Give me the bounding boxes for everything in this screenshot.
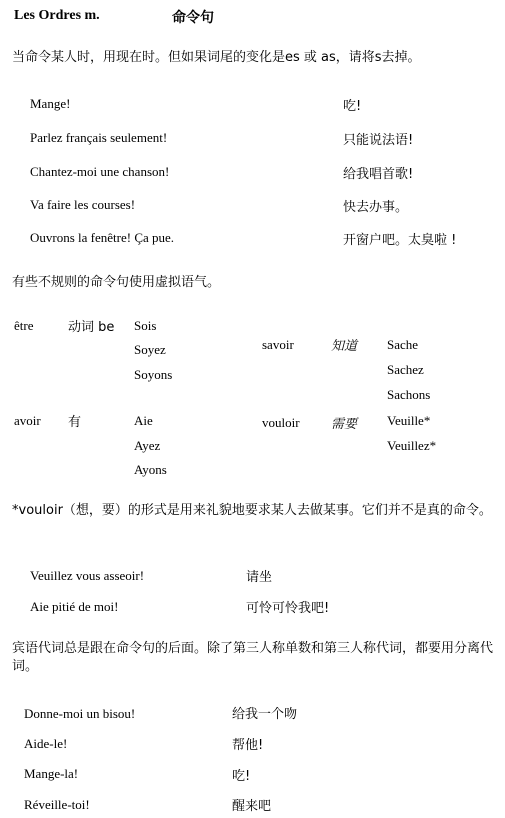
example-fr: Chantez-moi une chanson! — [30, 164, 170, 179]
example-fr: Va faire les courses! — [30, 197, 136, 212]
verb-savoir-meaning: 知道 — [331, 339, 358, 354]
example-zh: 只能说法语! — [343, 133, 414, 148]
example-zh: 帮他! — [232, 738, 264, 753]
verb-avoir-meaning: 有 — [68, 415, 82, 430]
verb-form: Sachez — [387, 362, 424, 377]
example-fr: Aide-le! — [24, 736, 68, 751]
verb-form: Veuille* — [387, 413, 431, 428]
verb-form: Ayez — [134, 438, 161, 453]
verb-form: Sois — [134, 318, 157, 333]
example-fr: Mange-la! — [24, 766, 79, 781]
verb-form: Veuillez* — [387, 438, 437, 453]
example-fr: Aie pitié de moi! — [30, 599, 119, 614]
verb-form: Sache — [387, 337, 419, 352]
verb-savoir: savoir — [262, 337, 294, 352]
verb-avoir: avoir — [14, 413, 41, 428]
verb-vouloir: vouloir — [262, 415, 300, 430]
verb-form: Ayons — [134, 462, 167, 477]
intro-paragraph: 当命令某人时，用现在时。但如果词尾的变化是es 或 as，请将s去掉。 — [12, 50, 421, 65]
pronoun-note: 宾语代词总是跟在命令句的后面。除了第三人称单数和第三人称代词，都要用分离代词。 — [12, 641, 494, 674]
example-zh: 可怜可怜我吧! — [246, 601, 330, 616]
example-zh: 给我唱首歌! — [343, 167, 414, 182]
verb-etre: être — [14, 318, 34, 333]
example-zh: 吃! — [232, 769, 251, 784]
example-fr: Parlez français seulement! — [30, 130, 168, 145]
page-title-zh: 命令句 — [172, 10, 214, 26]
example-zh: 给我一个吻 — [232, 707, 298, 722]
irregular-intro: 有些不规则的命令句使用虚拟语气。 — [12, 275, 221, 290]
example-zh: 快去办事。 — [343, 200, 409, 215]
example-fr: Mange! — [30, 96, 71, 111]
verb-vouloir-meaning: 需要 — [331, 417, 358, 432]
page-title-fr: Les Ordres m. — [14, 8, 100, 23]
vouloir-note: *vouloir（想，要）的形式是用来礼貌地要求某人去做某事。它们并不是真的命令。 — [12, 503, 492, 518]
example-zh: 开窗户吧。太臭啦 ! — [343, 233, 457, 248]
example-zh: 吃! — [343, 99, 362, 114]
verb-etre-meaning: 动词 be — [68, 320, 115, 335]
example-fr: Veuillez vous asseoir! — [30, 568, 145, 583]
example-fr: Ouvrons la fenêtre! Ça pue. — [30, 230, 175, 245]
example-fr: Donne-moi un bisou! — [24, 706, 136, 721]
example-zh: 醒来吧 — [232, 799, 272, 814]
example-fr: Réveille-toi! — [24, 797, 90, 812]
verb-form: Soyons — [134, 367, 173, 382]
verb-form: Soyez — [134, 342, 166, 357]
example-zh: 请坐 — [246, 570, 273, 585]
verb-form: Aie — [134, 413, 153, 428]
verb-form: Sachons — [387, 387, 431, 402]
